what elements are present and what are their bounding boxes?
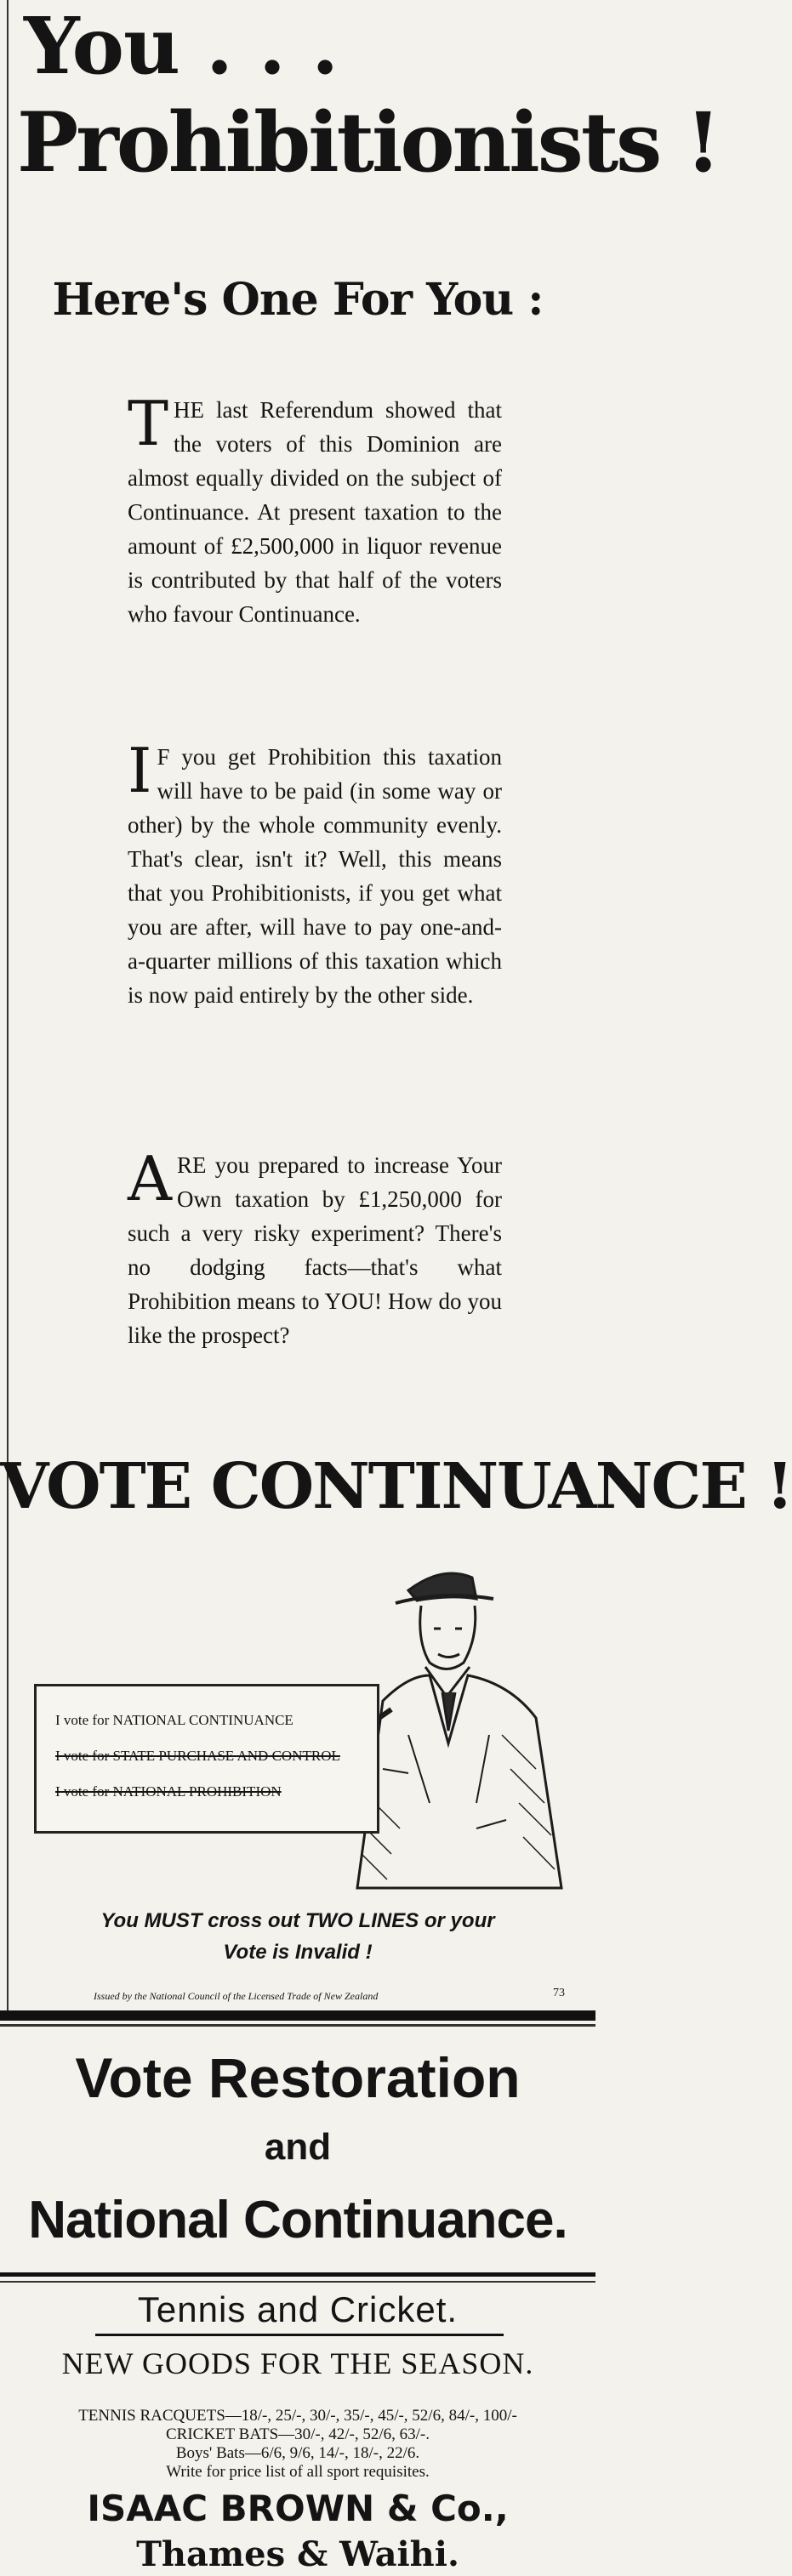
subhead: Here's One For You :	[52, 274, 544, 326]
thin-rule	[0, 2024, 595, 2027]
paragraph-2	[128, 735, 502, 1012]
headline-prohibitionists: Prohibitionists !	[17, 94, 719, 190]
heavy-rule	[0, 2010, 595, 2021]
new-goods-subtitle: NEW GOODS FOR THE SEASON.	[61, 2346, 534, 2380]
paragraph-text: RE you prepared to increase Your Own taxation by £1,250,000 for such a very risky experiment? There's no dodging facts—that's what Prohibition means to YOU! How do you like the prospect?	[128, 1152, 502, 1348]
and-word: and	[264, 2126, 332, 2168]
sample-ballot	[34, 1684, 379, 1834]
merchant-name: ISAAC BROWN & Co.,	[87, 2488, 509, 2529]
ballot-line-continuance: I vote for NATIONAL CONTINUANCE	[55, 1712, 293, 1728]
paragraph-1	[128, 388, 502, 631]
warning-line-1: You MUST cross out TWO LINES or your	[100, 1909, 495, 1932]
warning-line-2: Vote is Invalid !	[223, 1941, 373, 1964]
dropcap: A	[128, 1143, 172, 1214]
price-list-note: Write for price list of all sport requisites.	[166, 2463, 430, 2481]
separator-rule-thin	[0, 2281, 595, 2283]
paragraph-text: HE last Referendum showed that the voters of this Dominion are almost equally divided on the subject of Continuance. At present taxation to the amount of £2,500,000 in liquor revenue is contributed by that half of the voters who favour Continuance.	[128, 397, 502, 627]
cricket-bats-prices: CRICKET BATS—30/-, 42/-, 52/6, 63/-.	[166, 2425, 430, 2443]
merchant-location: Thames & Waihi.	[136, 2534, 459, 2574]
paragraph-3	[128, 1143, 502, 1352]
boys-bats-prices: Boys' Bats—6/6, 9/6, 14/-, 18/-, 22/6.	[175, 2444, 420, 2462]
tennis-cricket-title: Tennis and Cricket.	[137, 2289, 459, 2329]
vote-restoration: Vote Restoration	[75, 2046, 521, 2109]
vote-continuance-banner: VOTE CONTINUANCE !	[0, 1450, 792, 1523]
title-underline	[95, 2334, 504, 2336]
separator-rule	[0, 2272, 595, 2277]
national-continuance: National Continuance.	[28, 2191, 567, 2249]
ballot-line-state-purchase: I vote for STATE PURCHASE AND CONTROL	[55, 1748, 340, 1764]
tennis-racquets-prices: TENNIS RACQUETS—18/-, 25/-, 30/-, 35/-, 45/-, 52/6, 84/-, 100/-	[78, 2407, 517, 2425]
reference-number: 73	[553, 1987, 565, 1999]
issued-by-line: Issued by the National Council of the Licensed Trade of New Zealand	[94, 1990, 379, 2002]
dropcap: T	[128, 388, 169, 459]
dropcap: I	[128, 735, 152, 806]
paragraph-text: F you get Prohibition this taxation will have to be paid (in some way or other) by the whole community evenly. That's clear, isn't it? Well, this means that you Prohibitionists, if you get what you are after, will have to pay one-and-a-quarter millions of this taxation which is now paid entirely by the other side.	[128, 744, 502, 1008]
ballot-line-prohibition: I vote for NATIONAL PROHIBITION	[55, 1783, 282, 1800]
headline-you: You . . .	[24, 0, 339, 92]
